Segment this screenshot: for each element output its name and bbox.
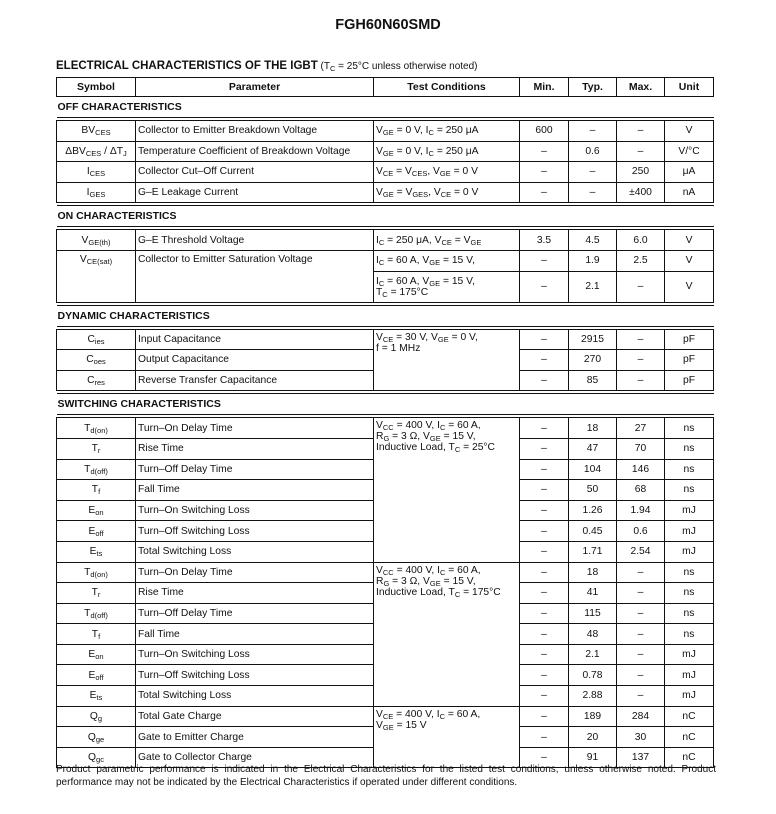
page-title: FGH60N60SMD bbox=[335, 17, 441, 33]
unit-cell: ns bbox=[665, 438, 714, 459]
typ-cell: 115 bbox=[569, 603, 617, 624]
typ-cell: 91 bbox=[569, 747, 617, 768]
min-cell: – bbox=[520, 329, 569, 350]
symbol-cell: $C_{oes}$ bbox=[57, 350, 136, 371]
min-cell: – bbox=[520, 603, 569, 624]
table-row bbox=[57, 141, 714, 162]
unit-cell: pF bbox=[665, 329, 714, 350]
unit-cell: ns bbox=[665, 480, 714, 501]
parameter-cell: Input Capacitance bbox=[136, 329, 374, 350]
col-header-unit: Unit bbox=[665, 78, 714, 97]
parameter-cell: Turn–On Delay Time bbox=[136, 562, 374, 583]
section-header-row bbox=[57, 305, 714, 326]
max-cell: 68 bbox=[617, 480, 665, 501]
parameter-cell: G–E Threshold Voltage bbox=[136, 230, 374, 251]
min-cell: – bbox=[520, 562, 569, 583]
max-cell: – bbox=[617, 121, 665, 142]
min-cell: 600 bbox=[520, 121, 569, 142]
max-cell: 6.0 bbox=[617, 230, 665, 251]
section-header-row bbox=[57, 206, 714, 227]
test-conditions-cell: $V_{GE} = 0$ V, $I_C = 250$ μA bbox=[374, 121, 520, 142]
typ-cell: 18 bbox=[569, 562, 617, 583]
unit-cell: mJ bbox=[665, 541, 714, 562]
unit-cell: mJ bbox=[665, 500, 714, 521]
table-caption bbox=[56, 60, 478, 72]
test-conditions-cell: $I_C = 250$ μA, $V_{CE} = V_{GE}$ bbox=[374, 230, 520, 251]
unit-cell: ns bbox=[665, 459, 714, 480]
min-cell: – bbox=[520, 624, 569, 645]
typ-cell: 85 bbox=[569, 370, 617, 391]
test-conditions-cell: $V_{CE} = 400$ V, $I_C = 60$ A, $V_{GE} = 15$ V bbox=[374, 706, 520, 768]
caption-cond-sub: C bbox=[329, 64, 336, 73]
unit-cell: V bbox=[665, 230, 714, 251]
section-title: ON CHARACTERISTICS bbox=[57, 206, 714, 227]
parameter-cell: Total Switching Loss bbox=[136, 686, 374, 707]
symbol-cell: $I_{GES}$ bbox=[57, 182, 136, 203]
unit-cell: nC bbox=[665, 727, 714, 748]
min-cell: – bbox=[520, 271, 569, 302]
unit-cell: ns bbox=[665, 583, 714, 604]
typ-cell: 47 bbox=[569, 438, 617, 459]
max-cell: 1.94 bbox=[617, 500, 665, 521]
parameter-cell: Rise Time bbox=[136, 438, 374, 459]
max-cell: 70 bbox=[617, 438, 665, 459]
caption-conditions bbox=[318, 61, 478, 72]
min-cell: – bbox=[520, 350, 569, 371]
typ-cell: 1.26 bbox=[569, 500, 617, 521]
max-cell: – bbox=[617, 329, 665, 350]
parameter-cell: Temperature Coefficient of Breakdown Voltage bbox=[136, 141, 374, 162]
typ-cell: 270 bbox=[569, 350, 617, 371]
symbol-cell: $T_{d(off)}$ bbox=[57, 603, 136, 624]
max-cell: 27 bbox=[617, 418, 665, 439]
min-cell: – bbox=[520, 370, 569, 391]
parameter-cell: Total Switching Loss bbox=[136, 541, 374, 562]
max-cell: – bbox=[617, 686, 665, 707]
symbol-cell: $E_{off}$ bbox=[57, 521, 136, 542]
unit-cell: mJ bbox=[665, 686, 714, 707]
parameter-cell: Turn–On Delay Time bbox=[136, 418, 374, 439]
section-title: SWITCHING CHARACTERISTICS bbox=[57, 394, 714, 415]
table-row bbox=[57, 121, 714, 142]
symbol-cell: $T_{d(on)}$ bbox=[57, 418, 136, 439]
table-row bbox=[57, 250, 714, 271]
typ-cell: – bbox=[569, 121, 617, 142]
min-cell: – bbox=[520, 521, 569, 542]
typ-cell: 2.1 bbox=[569, 644, 617, 665]
typ-cell: 20 bbox=[569, 727, 617, 748]
table-row bbox=[57, 562, 714, 583]
max-cell: 146 bbox=[617, 459, 665, 480]
typ-cell: 2.1 bbox=[569, 271, 617, 302]
unit-cell: mJ bbox=[665, 665, 714, 686]
parameter-cell: Collector to Emitter Breakdown Voltage bbox=[136, 121, 374, 142]
min-cell: – bbox=[520, 583, 569, 604]
min-cell: – bbox=[520, 665, 569, 686]
max-cell: 0.6 bbox=[617, 521, 665, 542]
typ-cell: 18 bbox=[569, 418, 617, 439]
typ-cell: 1.71 bbox=[569, 541, 617, 562]
min-cell: – bbox=[520, 162, 569, 183]
min-cell: – bbox=[520, 250, 569, 271]
unit-cell: mJ bbox=[665, 644, 714, 665]
typ-cell: 0.78 bbox=[569, 665, 617, 686]
max-cell: – bbox=[617, 370, 665, 391]
max-cell: 137 bbox=[617, 747, 665, 768]
unit-cell: ns bbox=[665, 624, 714, 645]
typ-cell: – bbox=[569, 162, 617, 183]
symbol-cell: $Q_g$ bbox=[57, 706, 136, 727]
table-row bbox=[57, 162, 714, 183]
max-cell: 30 bbox=[617, 727, 665, 748]
typ-cell: 4.5 bbox=[569, 230, 617, 251]
section-title: DYNAMIC CHARACTERISTICS bbox=[57, 305, 714, 326]
symbol-cell: $T_r$ bbox=[57, 583, 136, 604]
typ-cell: 0.6 bbox=[569, 141, 617, 162]
typ-cell: 189 bbox=[569, 706, 617, 727]
max-cell: 250 bbox=[617, 162, 665, 183]
unit-cell: nA bbox=[665, 182, 714, 203]
symbol-cell: $Q_{gc}$ bbox=[57, 747, 136, 768]
parameter-cell: Turn–On Switching Loss bbox=[136, 500, 374, 521]
symbol-cell: $V_{GE(th)}$ bbox=[57, 230, 136, 251]
symbol-cell: $I_{CES}$ bbox=[57, 162, 136, 183]
test-conditions-cell: $I_C = 60$ A, $V_{GE} = 15$ V, bbox=[374, 250, 520, 271]
typ-cell: 48 bbox=[569, 624, 617, 645]
header-row bbox=[57, 78, 714, 97]
typ-cell: 41 bbox=[569, 583, 617, 604]
table-row bbox=[57, 329, 714, 350]
unit-cell: V/°C bbox=[665, 141, 714, 162]
max-cell: 2.54 bbox=[617, 541, 665, 562]
symbol-cell: $C_{ies}$ bbox=[57, 329, 136, 350]
min-cell: – bbox=[520, 686, 569, 707]
parameter-cell: Output Capacitance bbox=[136, 350, 374, 371]
max-cell: – bbox=[617, 644, 665, 665]
section-header-row bbox=[57, 97, 714, 118]
max-cell: – bbox=[617, 583, 665, 604]
footnote: Product parametric performance is indicated in the Electrical Characteristics for the listed test conditions, unless otherwise noted. Product performance may not be indicated by the Electrical Characteristics if operated under different conditions. bbox=[56, 764, 716, 788]
typ-cell: 1.9 bbox=[569, 250, 617, 271]
unit-cell: pF bbox=[665, 350, 714, 371]
table-body bbox=[57, 97, 714, 768]
symbol-cell: $T_r$ bbox=[57, 438, 136, 459]
parameter-cell: Gate to Collector Charge bbox=[136, 747, 374, 768]
min-cell: – bbox=[520, 706, 569, 727]
table-row bbox=[57, 230, 714, 251]
test-conditions-cell: $V_{GE} = 0$ V, $I_C = 250$ μA bbox=[374, 141, 520, 162]
unit-cell: V bbox=[665, 121, 714, 142]
max-cell: – bbox=[617, 624, 665, 645]
test-conditions-cell: $V_{CE} = V_{CES}$, $V_{GE} = 0$ V bbox=[374, 162, 520, 183]
unit-cell: V bbox=[665, 271, 714, 302]
min-cell: 3.5 bbox=[520, 230, 569, 251]
typ-cell: – bbox=[569, 182, 617, 203]
min-cell: – bbox=[520, 541, 569, 562]
section-title: OFF CHARACTERISTICS bbox=[57, 97, 714, 118]
unit-cell: V bbox=[665, 250, 714, 271]
test-conditions-cell: $V_{CE} = 30$ V, $V_{GE} = 0$ V, f = 1 MHz bbox=[374, 329, 520, 391]
parameter-cell: Fall Time bbox=[136, 480, 374, 501]
symbol-cell: $E_{ts}$ bbox=[57, 541, 136, 562]
max-cell: – bbox=[617, 271, 665, 302]
col-header-parameter: Parameter bbox=[136, 78, 374, 97]
min-cell: – bbox=[520, 418, 569, 439]
caption-main: ELECTRICAL CHARACTERISTICS OF THE IGBT bbox=[56, 60, 318, 72]
unit-cell: mJ bbox=[665, 521, 714, 542]
table-row bbox=[57, 706, 714, 727]
table-row bbox=[57, 418, 714, 439]
unit-cell: μA bbox=[665, 162, 714, 183]
typ-cell: 50 bbox=[569, 480, 617, 501]
max-cell: 2.5 bbox=[617, 250, 665, 271]
min-cell: – bbox=[520, 459, 569, 480]
symbol-cell: $E_{ts}$ bbox=[57, 686, 136, 707]
symbol-cell: $V_{CE(sat)}$ bbox=[57, 250, 136, 302]
min-cell: – bbox=[520, 480, 569, 501]
parameter-cell: Collector to Emitter Saturation Voltage bbox=[136, 250, 374, 302]
symbol-cell: $Q_{ge}$ bbox=[57, 727, 136, 748]
symbol-cell: $E_{off}$ bbox=[57, 665, 136, 686]
col-header-symbol: Symbol bbox=[57, 78, 136, 97]
parameter-cell: Turn–Off Switching Loss bbox=[136, 521, 374, 542]
symbol-cell: $T_f$ bbox=[57, 624, 136, 645]
parameter-cell: Gate to Emitter Charge bbox=[136, 727, 374, 748]
unit-cell: nC bbox=[665, 747, 714, 768]
unit-cell: ns bbox=[665, 603, 714, 624]
electrical-characteristics-table bbox=[56, 77, 714, 768]
parameter-cell: Fall Time bbox=[136, 624, 374, 645]
parameter-cell: Reverse Transfer Capacitance bbox=[136, 370, 374, 391]
parameter-cell: Collector Cut–Off Current bbox=[136, 162, 374, 183]
section-header-row bbox=[57, 394, 714, 415]
min-cell: – bbox=[520, 141, 569, 162]
parameter-cell: Turn–On Switching Loss bbox=[136, 644, 374, 665]
caption-cond-open: (T bbox=[317, 61, 330, 72]
max-cell: – bbox=[617, 562, 665, 583]
symbol-cell: $T_{d(off)}$ bbox=[57, 459, 136, 480]
test-conditions-cell: $V_{GE} = V_{GES}$, $V_{CE} = 0$ V bbox=[374, 182, 520, 203]
test-conditions-cell: $I_C = 60$ A, $V_{GE} = 15$ V, $T_C = 175^\circ C$ bbox=[374, 271, 520, 302]
parameter-cell: Rise Time bbox=[136, 583, 374, 604]
symbol-cell: $E_{on}$ bbox=[57, 500, 136, 521]
symbol-cell: $T_{d(on)}$ bbox=[57, 562, 136, 583]
test-conditions-cell: $V_{CC} = 400$ V, $I_C = 60$ A, $R_G = 3$ Ω, $V_{GE} = 15$ V, Inductive Load, $T_C = 175^\circ C$ bbox=[374, 562, 520, 706]
min-cell: – bbox=[520, 500, 569, 521]
parameter-cell: G–E Leakage Current bbox=[136, 182, 374, 203]
table-row bbox=[57, 182, 714, 203]
parameter-cell: Turn–Off Delay Time bbox=[136, 459, 374, 480]
unit-cell: pF bbox=[665, 370, 714, 391]
max-cell: – bbox=[617, 350, 665, 371]
symbol-cell: $BV_{CES}$ bbox=[57, 121, 136, 142]
unit-cell: ns bbox=[665, 418, 714, 439]
test-conditions-cell: $V_{CC} = 400$ V, $I_C = 60$ A, $R_G = 3$ Ω, $V_{GE} = 15$ V, Inductive Load, $T_C = 25^\circ C$ bbox=[374, 418, 520, 562]
symbol-cell: $E_{on}$ bbox=[57, 644, 136, 665]
min-cell: – bbox=[520, 747, 569, 768]
col-header-min: Min. bbox=[520, 78, 569, 97]
col-header-max: Max. bbox=[617, 78, 665, 97]
max-cell: 284 bbox=[617, 706, 665, 727]
max-cell: – bbox=[617, 603, 665, 624]
parameter-cell: Total Gate Charge bbox=[136, 706, 374, 727]
typ-cell: 2.88 bbox=[569, 686, 617, 707]
symbol-cell: $T_f$ bbox=[57, 480, 136, 501]
symbol-cell: $\Delta BV_{CES} / \Delta T_J$ bbox=[57, 141, 136, 162]
parameter-cell: Turn–Off Delay Time bbox=[136, 603, 374, 624]
caption-cond-rest: = 25°C unless otherwise noted) bbox=[335, 61, 478, 72]
col-header-typ: Typ. bbox=[569, 78, 617, 97]
parameter-cell: Turn–Off Switching Loss bbox=[136, 665, 374, 686]
typ-cell: 2915 bbox=[569, 329, 617, 350]
unit-cell: nC bbox=[665, 706, 714, 727]
unit-cell: ns bbox=[665, 562, 714, 583]
symbol-cell: $C_{res}$ bbox=[57, 370, 136, 391]
max-cell: ±400 bbox=[617, 182, 665, 203]
col-header-test-conditions: Test Conditions bbox=[374, 78, 520, 97]
min-cell: – bbox=[520, 644, 569, 665]
typ-cell: 104 bbox=[569, 459, 617, 480]
min-cell: – bbox=[520, 182, 569, 203]
max-cell: – bbox=[617, 665, 665, 686]
typ-cell: 0.45 bbox=[569, 521, 617, 542]
min-cell: – bbox=[520, 438, 569, 459]
min-cell: – bbox=[520, 727, 569, 748]
max-cell: – bbox=[617, 141, 665, 162]
